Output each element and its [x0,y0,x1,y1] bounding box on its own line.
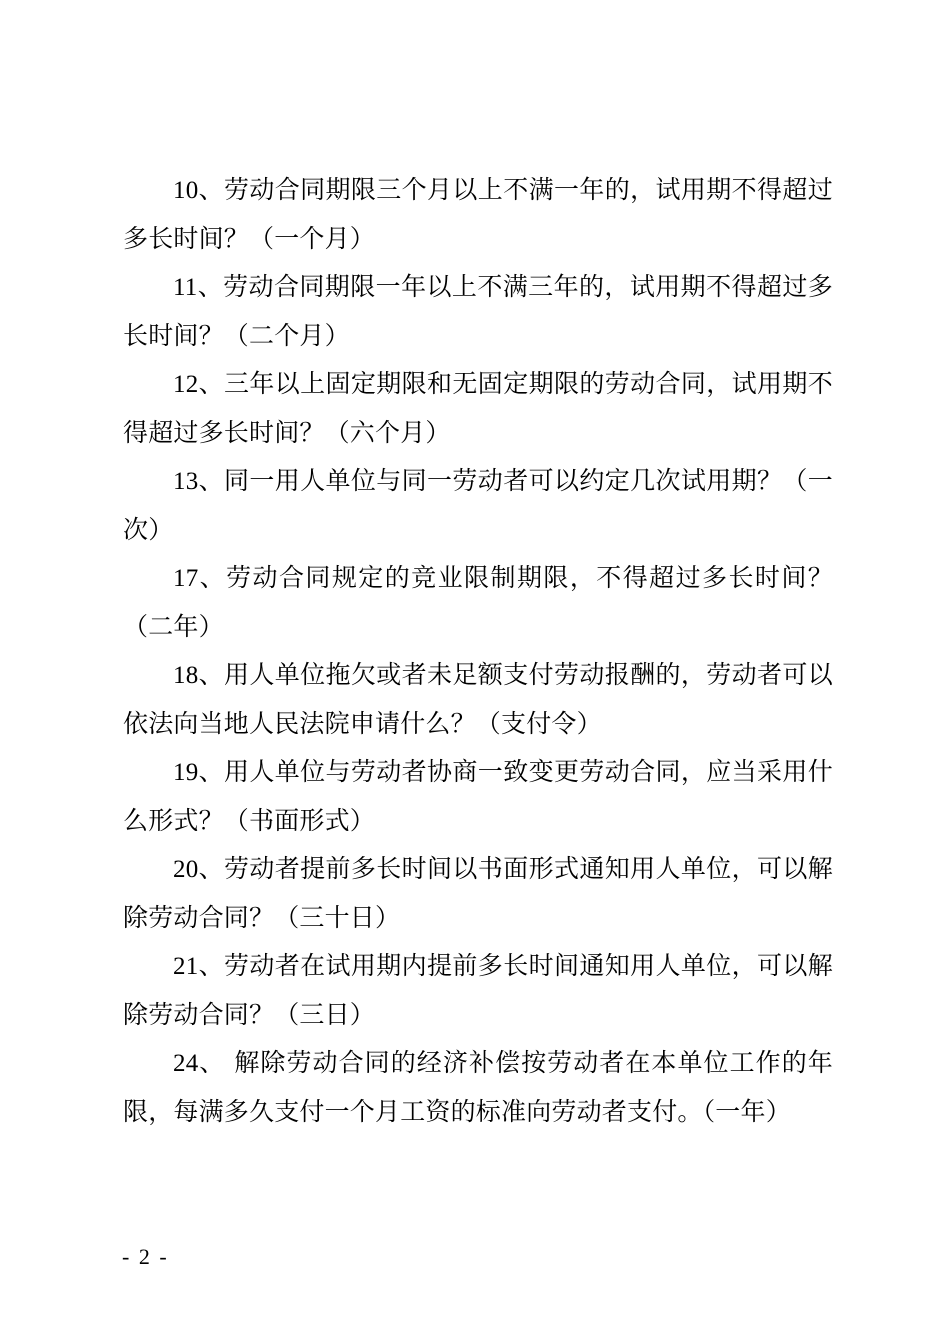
question-text: 、劳动者在试用期内提前多长时间通知用人单位，可以解除劳动合同？（三日） [123,951,833,1029]
question-text: 、劳动合同期限一年以上不满三年的，试用期不得超过多长时间？（二个月） [123,272,833,350]
question-item [123,845,833,942]
question-text: 、三年以上固定期限和无固定期限的劳动合同，试用期不得超过多长时间？（六个月） [123,369,833,447]
question-number: 10 [173,177,199,204]
question-number: 21 [173,953,199,980]
question-number: 20 [173,856,199,883]
question-text: 、劳动者提前多长时间以书面形式通知用人单位，可以解除劳动合同？（三十日） [123,854,833,932]
question-item [123,166,833,263]
question-list [123,166,833,1136]
question-text: 、用人单位与劳动者协商一致变更劳动合同，应当采用什么形式？（书面形式） [123,757,833,835]
question-item [123,651,833,748]
page-number: - 2 - [122,1244,169,1269]
question-number: 13 [173,468,199,495]
question-number: 12 [173,371,199,398]
question-number: 18 [173,662,199,689]
question-text: 、同一用人单位与同一劳动者可以约定几次试用期？（一次） [123,466,833,544]
question-item [123,1039,833,1136]
question-text: 、劳动合同期限三个月以上不满一年的，试用期不得超过多长时间？（一个月） [123,175,833,253]
question-text: 、劳动合同规定的竞业限制期限，不得超过多长时间？（二年） [123,563,833,641]
question-number: 11 [173,274,198,301]
question-item [123,360,833,457]
question-item [123,942,833,1039]
question-number: 17 [173,565,199,592]
question-text: 、用人单位拖欠或者未足额支付劳动报酬的，劳动者可以依法向当地人民法院申请什么？（支付令） [123,660,833,738]
question-text: 、 解除劳动合同的经济补偿按劳动者在本单位工作的年限，每满多久支付一个月工资的标准向劳动者支付。（一年） [123,1048,833,1126]
question-item [123,748,833,845]
question-number: 24 [173,1050,199,1077]
question-item [123,554,833,651]
question-item [123,457,833,554]
question-item [123,263,833,360]
question-number: 19 [173,759,199,786]
